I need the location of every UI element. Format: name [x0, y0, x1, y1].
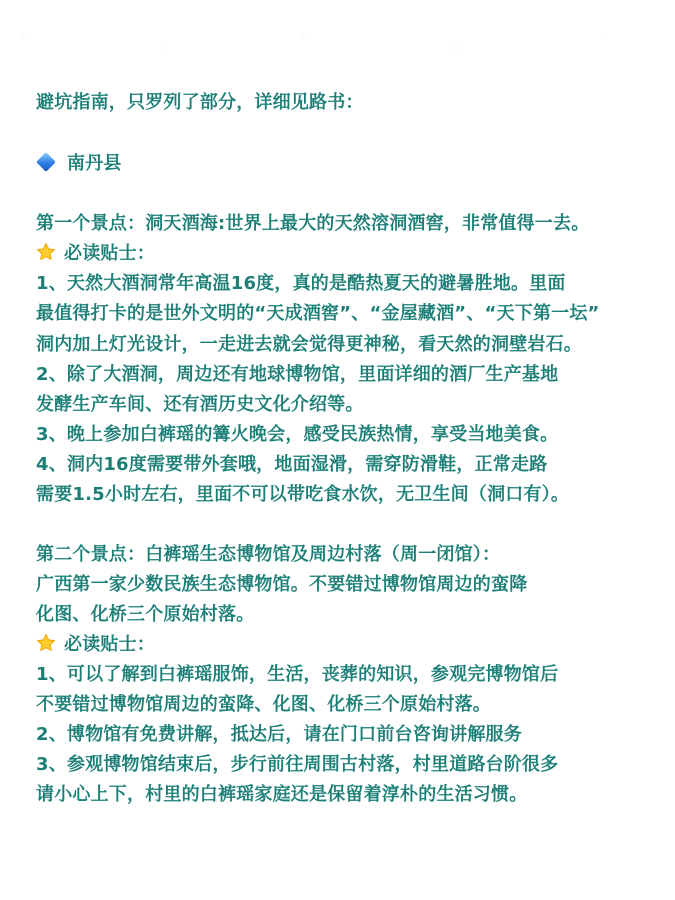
- spot2-tips-label: 必读贴士：: [64, 634, 155, 655]
- watermark: [447, 39, 461, 54]
- spot1-line: 最值得打卡的是世外文明的“天成酒窖”、“金屋藏酒”、“天下第一坛”: [36, 303, 600, 324]
- spot2-desc-line: 化图、化桥三个原始村落。: [36, 604, 255, 625]
- spot1-line: 1、天然大酒洞常年高温16度，真的是酷热夏天的避暑胜地。里面: [36, 273, 566, 294]
- spot1-line: 4、洞内16度需要带外套哦，地面湿滑，需穿防滑鞋，正常走路: [36, 454, 548, 475]
- spot2-desc-line: 广西第一家少数民族生态博物馆。不要错过博物馆周边的蛮降: [36, 574, 528, 595]
- spot1-title: 第一个景点：洞天酒海:世界上最大的天然溶洞酒窖，非常值得一去。: [36, 213, 590, 234]
- county-heading: [36, 152, 122, 176]
- spot1-line: 洞内加上灯光设计，一走进去就会觉得更神秘，看天然的洞壁岩石。: [36, 334, 582, 355]
- blue-diamond-icon: [36, 152, 56, 172]
- watermark: [597, 29, 611, 44]
- spot2-tips-heading: [36, 633, 155, 657]
- spot1-line: 2、除了大酒洞，周边还有地球博物馆，里面详细的酒厂生产基地: [36, 364, 559, 385]
- spot2-line: 请小心上下，村里的白裤瑶家庭还是保留着淳朴的生活习惯。: [36, 784, 528, 805]
- spot1-tips-heading: [36, 242, 155, 266]
- watermark: [297, 29, 311, 44]
- spot2-line: 2、博物馆有免费讲解，抵达后，请在门口前台咨询讲解服务: [36, 724, 522, 745]
- spot2-line: 3、参观博物馆结束后，步行前往周围古村落，村里道路台阶很多: [36, 754, 559, 775]
- spot1-line: 3、晚上参加白裤瑶的篝火晚会，感受民族热情，享受当地美食。: [36, 424, 559, 445]
- spot1-line: 发酵生产车间、还有酒历史文化介绍等。: [36, 394, 364, 415]
- star-icon: [36, 633, 56, 653]
- county-label: 南丹县: [67, 153, 122, 174]
- spot2-title: 第二个景点：白裤瑶生态博物馆及周边村落（周一闭馆）：: [36, 544, 501, 565]
- watermark: [17, 29, 31, 44]
- watermark: [157, 39, 171, 54]
- spot2-line: 不要错过博物馆周边的蛮降、化图、化桥三个原始村落。: [36, 694, 491, 715]
- spot1-tips-label: 必读贴士：: [64, 243, 155, 264]
- spot2-line: 1、可以了解到白裤瑶服饰，生活，丧葬的知识，参观完博物馆后: [36, 664, 559, 685]
- star-icon: [36, 242, 56, 262]
- intro-text: 避坑指南，只罗列了部分，详细见路书：: [36, 92, 364, 113]
- spot1-line: 需要1.5小时左右，里面不可以带吃食水饮，无卫生间（洞口有）。: [36, 484, 570, 505]
